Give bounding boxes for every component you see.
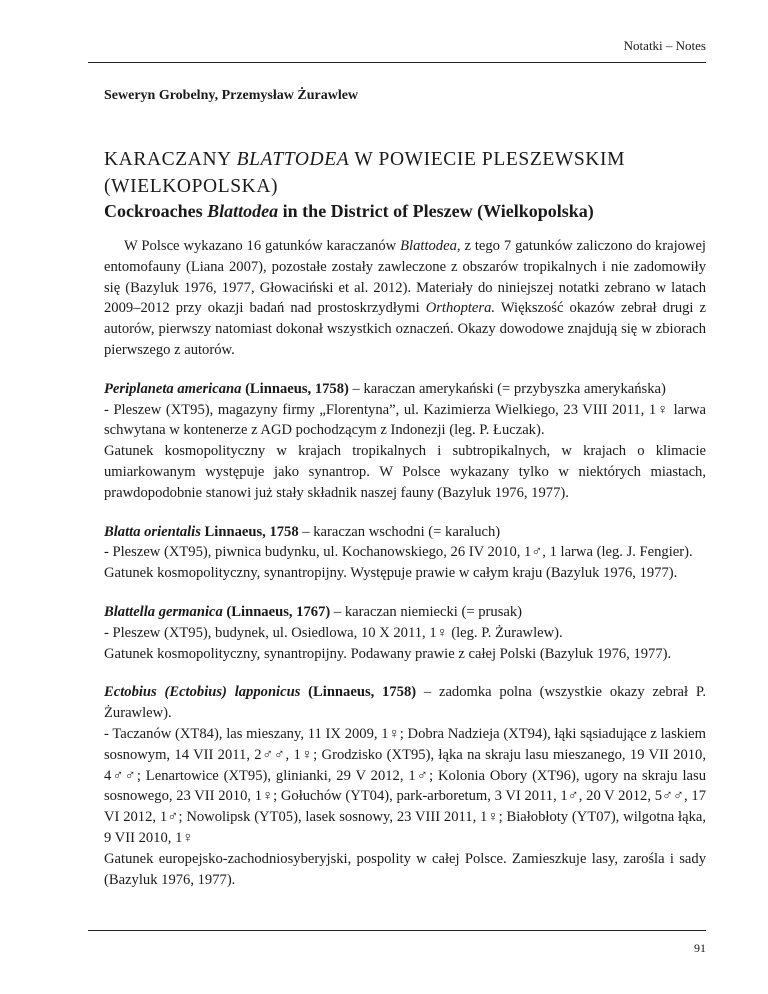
species-note: Gatunek europejsko-zachodniosyberyjski, pospolity w całej Polsce. Zamieszkuje lasy, zarośla i sady (Bazyluk 1976, 1977).	[104, 850, 706, 888]
species-heading	[104, 379, 706, 400]
species-record: - Taczanów (XT84), las mieszany, 11 IX 2009, 1♀; Dobra Nadzieja (XT94), łąki sąsiadujące z laskiem sosnowym, 14 VII 2011, 2♂♂, 1♀; Grodzisko (XT95), łąka na skraju lasu mieszanego, 19 VII 2010, 4♂♂; Lenartowice (XT95), glinianki, 29 V 2012, 1♂; Kolonia Obory (XT96), ugory na skraju lasu sosnowego, 23 VII 2010, 1♀; Gołuchów (YT04), park-arboretum, 3 VI 2011, 1♂, 20 V 2012, 5♂♂, 17 VI 2012, 1♂; Nowolipsk (YT05), lasek sosnowy, 23 VIII 2011, 1♀; Białobłoty (YT07), wilgotna łąka, 9 VII 2010, 1♀	[104, 725, 706, 846]
species-entry	[104, 379, 706, 504]
intro-text-1: W Polsce wykazano 16 gatunków karaczanów	[124, 238, 401, 254]
species-note: Gatunek kosmopolityczny, synantropijny. Występuje prawie w całym kraju (Bazyluk 1976, 1977).	[104, 565, 678, 582]
title-en-taxon: Blattodea	[207, 201, 279, 221]
species-entry	[104, 522, 706, 584]
header-rule	[88, 62, 706, 63]
intro-taxon-2: Orthoptera.	[425, 300, 496, 317]
authors: Seweryn Grobelny, Przemysław Żurawlew	[104, 88, 359, 103]
species-author: (Linnaeus, 1758)	[241, 380, 349, 397]
species-entry	[104, 602, 706, 664]
intro-text-2: , z tego 7 gatunków zaliczono do krajowej entomofauny (Liana 2007), pozostałe zostały zawleczone z obszarów tropikalnych i nie zadomowiły się (Bazyluk 1976, 1977, Głowaciński et al. 2012). Materiały do niniejszej notatki zebrano w latach 2009–2012 przy okazji badań nad prostoskrzydłymi	[104, 238, 706, 317]
species-common-name: – karaczan niemiecki (= prusak)	[330, 603, 523, 620]
species-author: (Linnaeus, 1767)	[222, 603, 331, 620]
article-body	[104, 236, 706, 890]
running-head: Notatki – Notes	[623, 38, 706, 53]
species-common-name: – karaczan amerykański (= przybyszka amerykańska)	[348, 380, 666, 397]
species-name: Blattella germanica	[104, 603, 223, 620]
intro-text-3: Większość okazów zebrał drugi z autorów, pierwszy natomiast dokonał wszystkich oznaczeń. Okazy dowodowe znajdują się w zbiorach pierwszego z autorów.	[104, 300, 707, 358]
species-author: (Linnaeus, 1758)	[300, 684, 417, 701]
species-author: Linnaeus, 1758	[200, 523, 299, 540]
species-common-name: – zadomka polna (wszystkie okazy zebrał P. Żurawlew).	[104, 684, 707, 722]
species-record: - Pleszew (XT95), budynek, ul. Osiedlowa, 10 X 2011, 1♀ (leg. P. Żurawlew).	[104, 624, 563, 641]
article-title-polish	[104, 146, 664, 200]
species-heading	[104, 602, 706, 623]
intro-taxon-1: Blattodea	[400, 238, 457, 254]
species-heading	[104, 522, 706, 543]
species-heading	[104, 682, 706, 724]
species-note: Gatunek kosmopolityczny, synantropijny. Podawany prawie z całej Polski (Bazyluk 1976, 1977).	[104, 645, 672, 662]
species-common-name: – karaczan wschodni (= karaluch)	[298, 523, 501, 540]
article-title-english	[104, 201, 594, 222]
title-pl-taxon: BLATTODEA	[236, 149, 350, 170]
species-record: - Pleszew (XT95), piwnica budynku, ul. Kochanowskiego, 26 IV 2010, 1♂, 1 larwa (leg. J. Fengier).	[104, 544, 693, 561]
species-name: Blatta orientalis	[104, 523, 201, 540]
title-en-part1: Cockroaches	[104, 201, 208, 221]
title-pl-part2: W POWIECIE PLESZEWSKIM (WIELKOPOLSKA)	[104, 149, 626, 197]
footer-rule	[88, 930, 706, 931]
title-pl-part1: KARACZANY	[104, 149, 237, 170]
species-note: Gatunek kosmopolityczny w krajach tropikalnych i subtropikalnych, w krajach o klimacie umiarkowanym występuje jako synantrop. W Polsce wykazany tylko w niektórych miastach, prawdopodobnie stanowi już stały składnik naszej fauny (Bazyluk 1976, 1977).	[104, 443, 706, 501]
species-name: Ectobius (Ectobius) lapponicus	[104, 684, 301, 701]
species-name: Periplaneta americana	[104, 380, 242, 397]
species-entry	[104, 682, 706, 890]
species-record: - Pleszew (XT95), magazyny firmy „Florentyna”, ul. Kazimierza Wielkiego, 23 VIII 2011, 1♀ larwa schwytana w kontenerze z AGD pochodzącym z Indonezji (leg. P. Łuczak).	[104, 401, 706, 439]
intro-paragraph	[104, 236, 706, 361]
page-number: 91	[694, 941, 706, 955]
title-en-part2: in the District of Pleszew (Wielkopolska)	[278, 201, 594, 221]
